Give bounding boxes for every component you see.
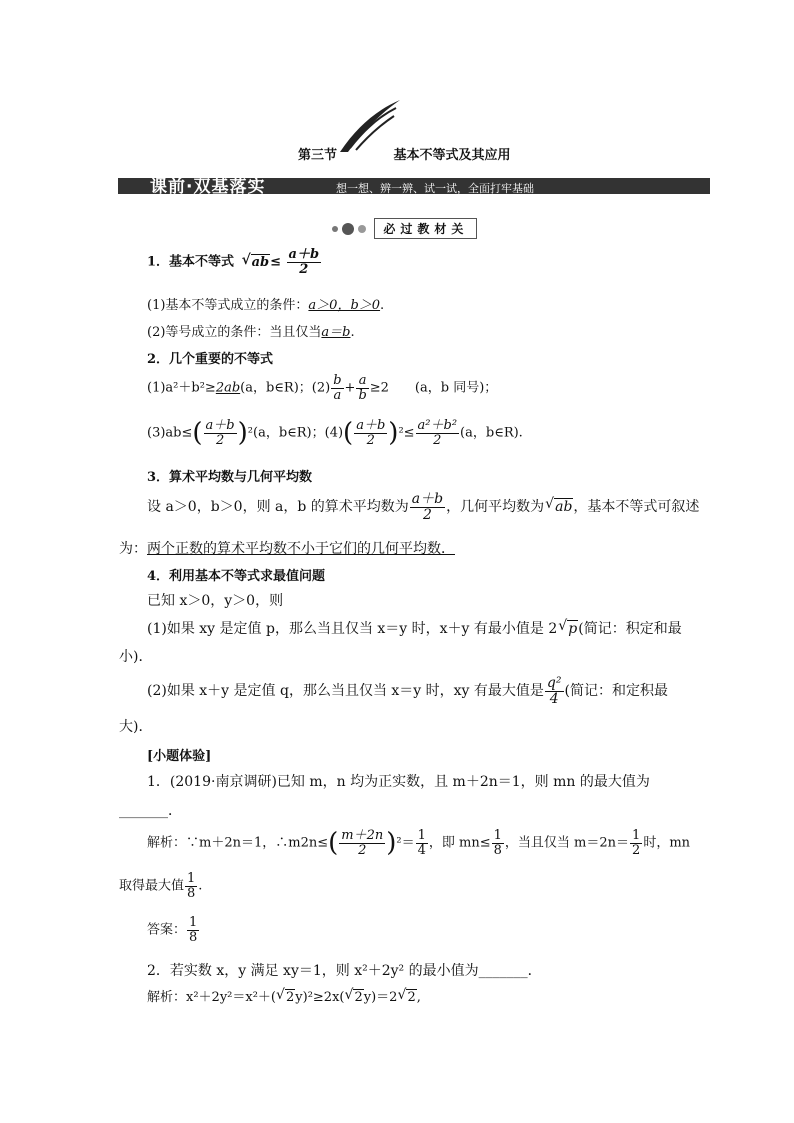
q1-sol-a: 解析：∵m＋2n＝1，∴m2n≤ — [147, 835, 329, 851]
q1-sol-frac1 — [339, 829, 385, 857]
q1-sol-b: ²＝ — [396, 835, 415, 851]
q1-ans-frac — [187, 916, 199, 944]
s3-line1 — [147, 492, 699, 522]
s2-l2-a: (3)ab≤ — [147, 425, 193, 441]
s1-sqrt: √ ab — [251, 254, 271, 270]
q1-sol-c: ，即 mn≤ — [428, 835, 491, 851]
s1-heading: 1．基本不等式 — [147, 254, 235, 270]
q1-sol-f: 取得最大值 — [119, 878, 185, 894]
s4-p1-sqrt: √ p — [567, 620, 578, 637]
s1-p1 — [147, 294, 384, 313]
q1-sol-frac3-den: 8 — [493, 842, 502, 858]
s1-fraction — [287, 248, 322, 276]
s2-l1-underline: 2ab — [215, 380, 241, 396]
s2-l1-frac1 — [331, 374, 343, 402]
q1-sol-frac3 — [492, 829, 504, 857]
q2-text: 2．若实数 x，y 满足 xy＝1，则 x²＋2y² 的最小值为 — [147, 963, 479, 979]
q2-sol-a: 解析：x²＋2y²＝x²＋( — [147, 990, 276, 1005]
s4-p2-cont: 大)． — [119, 719, 153, 735]
s2-l2-frac3 — [416, 419, 460, 447]
s1-frac-den: 2 — [299, 261, 309, 277]
s4-p1-cont: 小)． — [119, 649, 153, 665]
q1-sol-frac1-num: m＋2n — [341, 827, 384, 843]
banner-subtitle: 想一想、辨一辨、试一试，全面打牢基础 — [336, 182, 534, 195]
q2-sol-c: y)＝2 — [363, 990, 398, 1005]
s2-l1-b: (a，b∈R)；(2) — [240, 380, 331, 396]
q1-sol-frac5 — [185, 872, 197, 900]
s2-l1-a: (1)a²＋b²≥ — [147, 380, 216, 396]
q1-sol-d: ，当且仅当 m＝2n＝ — [504, 835, 630, 851]
section-title: 基本不等式及其应用 — [393, 148, 511, 163]
q1-text: 1．(2019·南京调研)已知 m，n 均为正实数，且 m＋2n＝1，则 mn 的最大值为 — [147, 774, 650, 790]
q1-sol-frac5-num: 1 — [187, 871, 196, 886]
q1-solution: 解析：∵m＋2n＝1，∴m2n≤( $\frac{m+2n}{2}$ )²＝ $\frac{1}{4}$ ，即 mn≤ $\frac{1}{8}$ ，当且仅当 m＝2n＝ $\frac{1}{2}$ 时，mn — [147, 827, 691, 858]
q1-sol-frac4-den: 2 — [632, 842, 641, 858]
s3-l1-c: ，基本不等式可叙述 — [573, 499, 700, 516]
s2-l1-frac2-num: a — [356, 374, 368, 389]
s1-p1-underline: a＞0，b＞0 — [308, 298, 381, 313]
q1-sol-frac1-den: 2 — [358, 842, 367, 858]
s4-given: 已知 x＞0，y＞0，则 — [147, 593, 284, 609]
s2-l2-c: ²≤ — [398, 425, 415, 441]
q1-sol-e: 时，mn — [643, 835, 691, 851]
s4-p2-b: (简记：和定积最 — [564, 683, 668, 700]
s3-l1-sqrt: √ ab — [554, 498, 573, 515]
section-badge — [332, 218, 477, 239]
s2-line2: (3)ab≤( $\frac{a+b}{2}$ )²(a，b∈R)；(4)( $\frac{a+b}{2}$ )²≤ $\frac{\text{a²＋b²}}{2}$ (a，b∈R). — [147, 417, 523, 448]
s3-line2 — [119, 538, 455, 558]
section-heading — [298, 144, 511, 163]
q2-sol-b: y)²≥2x( — [295, 990, 345, 1005]
s2-l1-frac2-den: b — [358, 387, 367, 403]
badge-dot-mid — [358, 225, 366, 233]
s3-l1-frac — [410, 492, 445, 522]
s3-l2-a: 为： — [119, 541, 147, 557]
q1-sol-frac2-den: 4 — [417, 842, 426, 858]
s1-p2-underline: a＝b — [321, 325, 351, 340]
q2-solution — [147, 986, 421, 1005]
s3-l1-a: 设 a＞0，b＞0，则 a，b 的算术平均数为 — [147, 499, 409, 516]
s2-l2-frac1 — [204, 419, 237, 447]
s2-l2-frac2-den: 2 — [366, 432, 375, 448]
s4-p2-a: (2)如果 x＋y 是定值 q，那么当且仅当 x＝y 时，xy 有最大值是 — [147, 683, 544, 700]
s1-heading-line: 1．基本不等式 √ ab≤ $\frac{a+b}{2}$ — [147, 248, 322, 276]
q2-sol-sqrt3: √ 2 — [406, 989, 416, 1005]
s2-l1-c: ≥2 (a，b 同号)； — [369, 380, 498, 396]
s2-l2-frac1-num: a＋b — [205, 417, 235, 433]
s3-heading: 3．算术平均数与几何平均数 — [147, 470, 313, 485]
section-label: 第三节 — [298, 148, 338, 163]
s1-p2 — [147, 321, 355, 340]
q1-ans-num: 1 — [189, 915, 198, 930]
s4-p2 — [147, 676, 668, 706]
s2-l2-d: (a，b∈R). — [460, 425, 523, 441]
s2-l1-plus: + — [344, 380, 356, 396]
s4-p2-frac-num: q² — [546, 675, 562, 691]
banner-title: 课前·双基落实 — [150, 177, 266, 197]
s4-p1 — [147, 618, 682, 638]
q1-answer — [147, 916, 200, 944]
s3-l1-frac-den: 2 — [422, 506, 432, 523]
s1-p2-text: (2)等号成立的条件：当且仅当 — [147, 325, 322, 340]
s4-p2-frac — [545, 676, 564, 706]
q1-blank: _______． — [119, 803, 182, 819]
s4-p1-b: (简记：积定和最 — [578, 621, 682, 637]
s1-p1-text: (1)基本不等式成立的条件： — [147, 298, 309, 313]
s2-l2-b: ²(a，b∈R)；(4) — [247, 425, 344, 441]
practice-label: [小题体验] — [147, 749, 212, 764]
badge-label: 必过教材关 — [374, 218, 477, 239]
q1-sol-frac3-num: 1 — [493, 827, 502, 843]
q1-sol-frac5-den: 8 — [187, 885, 196, 901]
s4-heading: 4．利用基本不等式求最值问题 — [147, 569, 326, 584]
q1-sol-frac2 — [416, 829, 428, 857]
s1-frac-num: a＋b — [288, 247, 320, 262]
q1-ans-den: 8 — [189, 929, 198, 945]
s2-line1 — [147, 374, 497, 402]
s1-p1-end: . — [380, 298, 385, 313]
q1-line — [147, 771, 650, 791]
q1-sol-g: . — [198, 878, 203, 894]
s3-l1-frac-num: a＋b — [411, 491, 444, 507]
s2-l2-frac1-den: 2 — [215, 432, 225, 448]
badge-dot-small — [332, 226, 338, 232]
q1-sol-frac2-num: 1 — [417, 827, 426, 843]
q2-sol-sqrt2: √ 2 — [353, 989, 363, 1005]
q2-blank: _______． — [478, 963, 542, 979]
s2-l1-frac1-num: b — [333, 373, 342, 388]
q1-sol-frac4-num: 1 — [632, 827, 641, 843]
q2-sol-sqrt1: √ 2 — [285, 989, 295, 1005]
s1-p2-end: . — [350, 325, 355, 340]
s2-l2-frac3-num: a²＋b² — [417, 417, 458, 433]
q1-sol-frac4 — [630, 829, 642, 857]
s4-p2-frac-den: 4 — [549, 690, 559, 707]
s3-l2-underline: 两个正数的算术平均数不小于它们的几何平均数． — [147, 541, 455, 557]
s2-l2-frac2 — [354, 419, 387, 447]
s2-l2-frac3-den: 2 — [433, 432, 442, 448]
s2-l1-frac2 — [356, 374, 368, 402]
s3-l1-b: ，几何平均数为 — [446, 499, 545, 516]
s4-p1-a: (1)如果 xy 是定值 p，那么当且仅当 x＝y 时，x＋y 有最小值是 2 — [147, 621, 558, 637]
s2-l1-frac1-den: a — [333, 387, 342, 403]
q1-ans-label: 答案： — [147, 922, 187, 938]
badge-dot-large — [342, 223, 354, 235]
s2-l2-frac2-num: a＋b — [356, 417, 386, 433]
q2-line — [147, 960, 542, 980]
q1-solution-cont — [119, 872, 202, 900]
q2-sol-d: , — [416, 990, 421, 1005]
s2-heading: 2．几个重要的不等式 — [147, 352, 274, 367]
